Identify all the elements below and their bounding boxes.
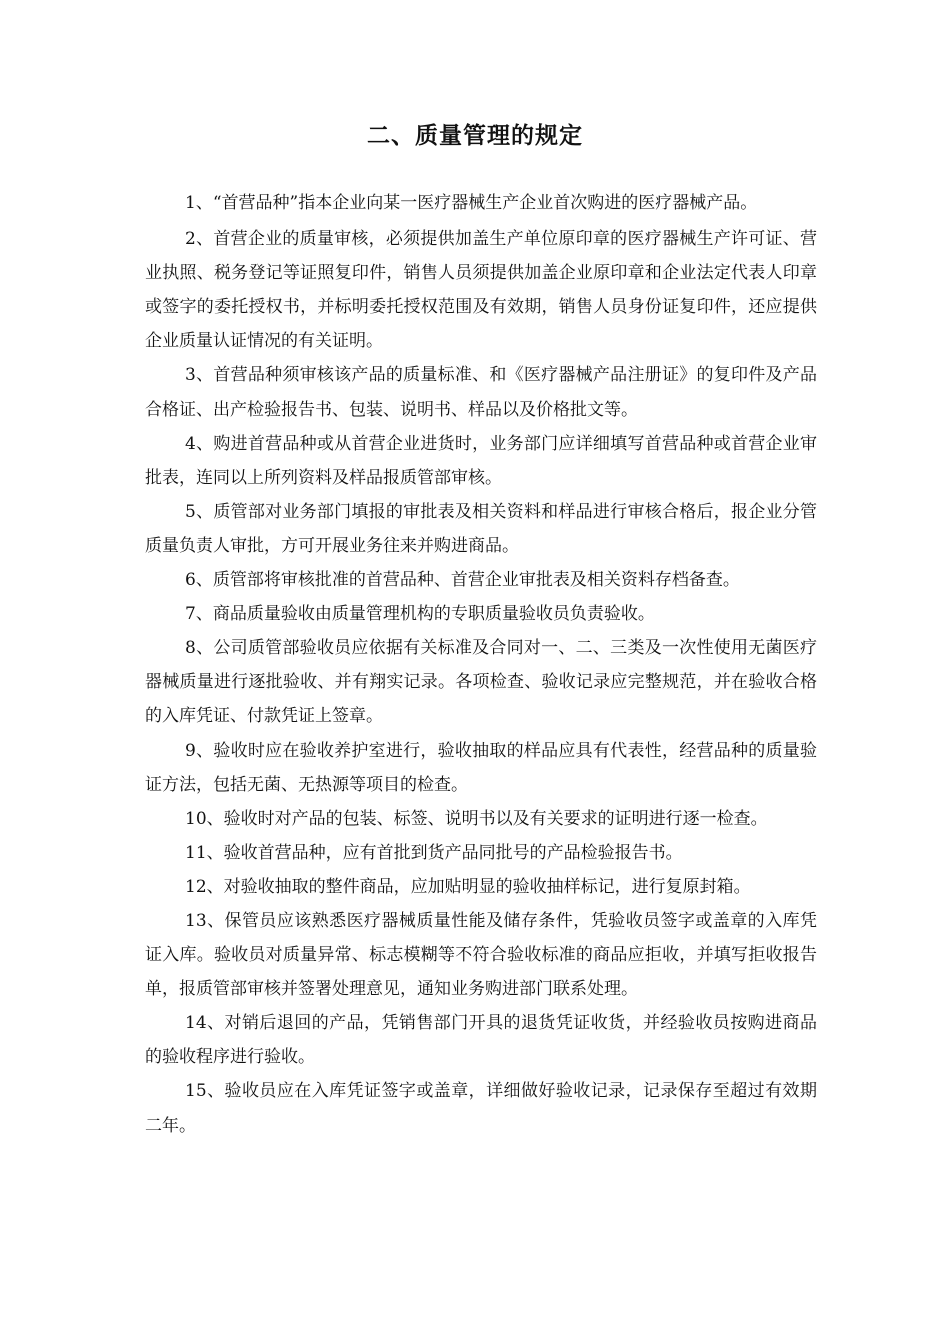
regulation-paragraph-14: 14、对销后退回的产品，凭销售部门开具的退货凭证收货，并经验收员按购进商品的验收程序进行验收。 <box>145 1013 817 1068</box>
regulation-paragraph-10: 10、验收时对产品的包装、标签、说明书以及有关要求的证明进行逐一检查。 <box>185 808 768 829</box>
regulation-paragraph-7: 7、商品质量验收由质量管理机构的专职质量验收员负责验收。 <box>185 604 655 625</box>
regulation-paragraph-8: 8、公司质管部验收员应依据有关标准及合同对一、二、三类及一次性使用无菌医疗器械质量进行逐批验收、并有翔实记录。各项检查、验收记录应完整规范，并在验收合格的入库凭证、付款凭证上签章。 <box>145 638 817 727</box>
regulation-paragraph-9: 9、验收时应在验收养护室进行，验收抽取的样品应具有代表性，经营品种的质量验证方法，包括无菌、无热源等项目的检查。 <box>145 740 817 795</box>
regulation-paragraph-12: 12、对验收抽取的整件商品，应加贴明显的验收抽样标记，进行复原封箱。 <box>185 876 751 897</box>
regulation-paragraph-15: 15、验收员应在入库凭证签字或盖章，详细做好验收记录，记录保存至超过有效期二年。 <box>145 1081 817 1136</box>
regulation-paragraph-2: 2、首营企业的质量审核，必须提供加盖生产单位原印章的医疗器械生产许可证、营业执照、税务登记等证照复印件，销售人员须提供加盖企业原印章和企业法定代表人印章或签字的委托授权书，并标明委托授权范围及有效期，销售人员身份证复印件，还应提供企业质量认证情况的有关证明。 <box>145 229 817 352</box>
regulation-paragraph-6: 6、质管部将审核批准的首营品种、首营企业审批表及相关资料存档备查。 <box>185 570 740 591</box>
regulation-body <box>145 186 817 1143</box>
page-title: 二、质量管理的规定 <box>367 123 583 149</box>
regulation-paragraph-4: 4、购进首营品种或从首营企业进货时，业务部门应详细填写首营品种或首营企业审批表，连同以上所列资料及样品报质管部审核。 <box>145 433 817 488</box>
regulation-paragraph-11: 11、验收首营品种，应有首批到货产品同批号的产品检验报告书。 <box>185 842 683 863</box>
regulation-paragraph-5: 5、质管部对业务部门填报的审批表及相关资料和样品进行审核合格后，报企业分管质量负责人审批，方可开展业务往来并购进商品。 <box>145 501 817 556</box>
regulation-paragraph-1: 1、“首营品种”指本企业向某一医疗器械生产企业首次购进的医疗器械产品。 <box>185 193 758 213</box>
regulation-paragraph-13: 13、保管员应该熟悉医疗器械质量性能及储存条件，凭验收员签字或盖章的入库凭证入库。验收员对质量异常、标志模糊等不符合验收标准的商品应拒收，并填写拒收报告单，报质管部审核并签署处理意见，通知业务购进部门联系处理。 <box>145 910 817 1000</box>
regulation-paragraph-3: 3、首营品种须审核该产品的质量标准、和《医疗器械产品注册证》的复印件及产品合格证、出产检验报告书、包装、说明书、样品以及价格批文等。 <box>145 365 817 420</box>
